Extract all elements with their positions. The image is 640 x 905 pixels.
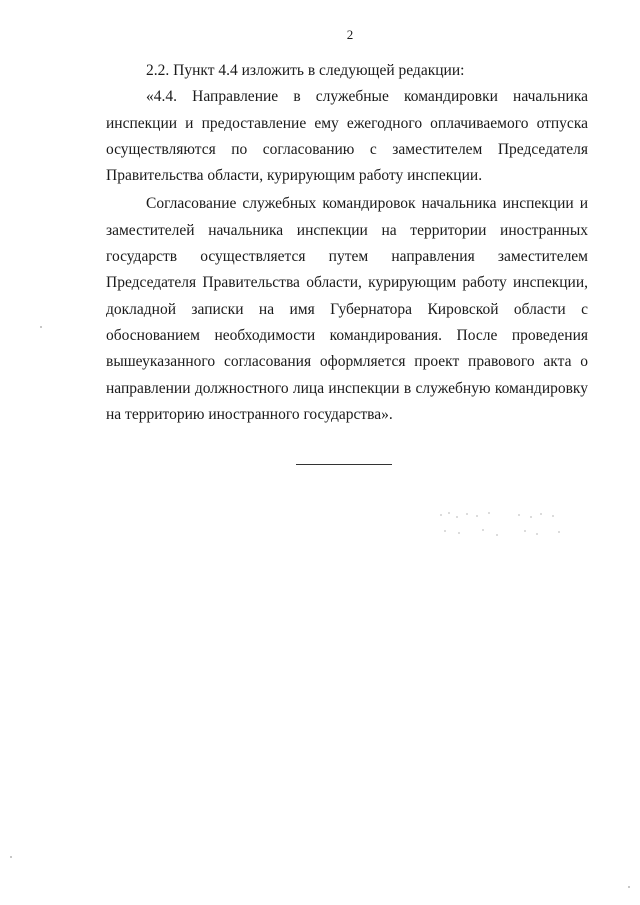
paragraph-approval-procedure: Согласование служебных командировок начальника инспекции и заместителей начальника инспекции на территории иностранных государств осуществляется путем направления заместителем Председателя Правительства области, курирующим работу инспекции, докладной записки на имя Губернатора Кировской области с обоснованием необходимости командирования. После проведения вышеуказанного согласования оформляется проект правового акта о направлении должностного лица инспекции в служебную командировку на территорию иностранного государства». bbox=[106, 195, 588, 423]
paragraph-clause-4-4: «4.4. Направление в служебные командировки начальника инспекции и предоставление ему ежегодного оплачиваемого отпуска осуществляются по согласованию с заместителем Председателя Правительства области, курирующим работу инспекции. bbox=[106, 88, 588, 185]
margin-speck bbox=[10, 856, 12, 858]
end-separator-line bbox=[296, 464, 392, 465]
margin-speck bbox=[628, 886, 630, 888]
page-number: 2 bbox=[346, 27, 354, 42]
paragraph-clause-2-2: 2.2. Пункт 4.4 изложить в следующей редакции: bbox=[146, 62, 465, 79]
scan-artifact bbox=[436, 508, 566, 544]
document-body bbox=[106, 58, 588, 428]
margin-speck bbox=[40, 326, 42, 328]
